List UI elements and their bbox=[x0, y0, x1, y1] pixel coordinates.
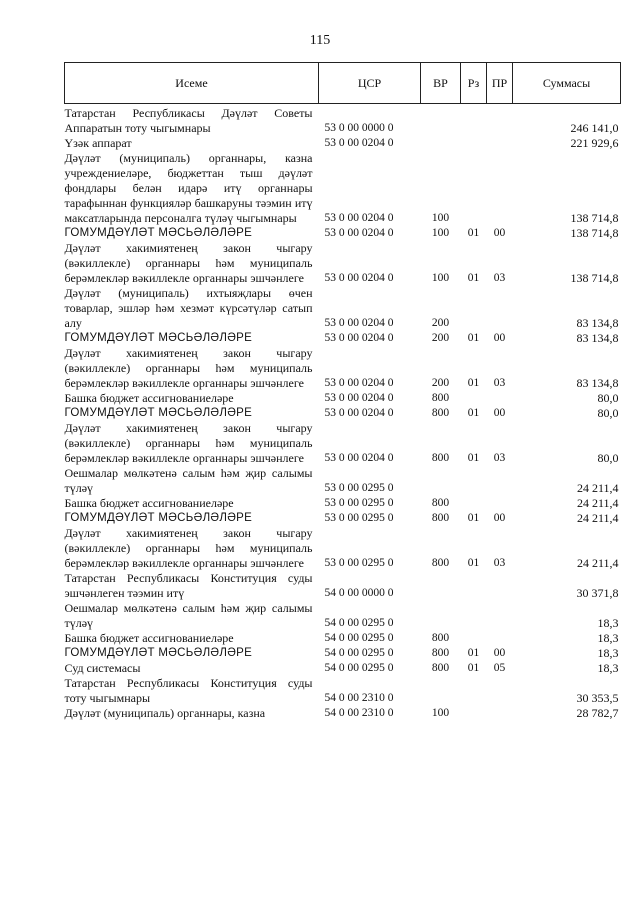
table-row bbox=[65, 286, 621, 331]
table-row bbox=[65, 526, 621, 571]
cell-pr bbox=[487, 136, 513, 151]
cell-pr: 00 bbox=[493, 512, 506, 524]
table-row bbox=[65, 571, 621, 601]
cell-sum: 30 353,5 bbox=[576, 691, 619, 705]
cell-rz bbox=[461, 104, 487, 137]
table-row bbox=[65, 631, 621, 646]
cell-name: Дәүләт хакимиятенең закон чыгару (вәкиллекле) органнары һәм муниципаль берәмлекләр вәкиллекле органнары эшчәнлеге bbox=[64, 526, 313, 570]
cell-name: Башка бюджет ассигнованиеләре bbox=[64, 631, 234, 645]
table-row bbox=[65, 466, 621, 496]
cell-vr bbox=[421, 136, 461, 151]
cell-pr: 00 bbox=[493, 407, 506, 419]
cell-csr: 53 0 00 0204 0 bbox=[324, 377, 394, 389]
cell-vr: 800 bbox=[431, 632, 450, 644]
cell-csr: 53 0 00 0204 0 bbox=[324, 407, 394, 419]
table-row bbox=[65, 511, 621, 526]
cell-name: Үзәк аппарат bbox=[64, 136, 132, 150]
cell-sum: 30 371,8 bbox=[576, 586, 619, 600]
cell-rz: 01 bbox=[467, 377, 480, 389]
header-name: Исеме bbox=[65, 63, 319, 104]
table-row bbox=[65, 496, 621, 511]
cell-rz: 01 bbox=[467, 407, 480, 419]
cell-sum: 138 714,8 bbox=[570, 211, 619, 225]
cell-csr: 54 0 00 0295 0 bbox=[324, 632, 394, 644]
cell-csr: 53 0 00 0295 0 bbox=[324, 557, 394, 569]
cell-name: Оешмалар мөлкәтенә салым һәм җир салымы түләү bbox=[64, 466, 313, 495]
cell-rz: 01 bbox=[467, 227, 480, 239]
cell-rz: 01 bbox=[467, 452, 480, 464]
cell-sum: 246 141,0 bbox=[570, 121, 619, 135]
cell-rz: 01 bbox=[467, 512, 480, 524]
cell-vr bbox=[421, 676, 461, 706]
cell-csr: 53 0 00 0204 0 bbox=[324, 392, 394, 404]
cell-rz: 01 bbox=[467, 647, 480, 659]
cell-csr: 53 0 00 0295 0 bbox=[324, 512, 394, 524]
cell-csr: 53 0 00 0204 0 bbox=[324, 272, 394, 284]
cell-name: Дәүләт хакимиятенең закон чыгару (вәкиллекле) органнары һәм муниципаль берәмлекләр вәкиллекле органнары эшчәнлеге bbox=[64, 241, 313, 285]
cell-csr: 54 0 00 0000 0 bbox=[324, 587, 394, 599]
cell-pr bbox=[487, 466, 513, 496]
cell-vr: 100 bbox=[431, 227, 450, 239]
cell-name: ГОМУМДӘҮЛӘТ МӘСЬӘЛӘЛӘРЕ bbox=[64, 512, 253, 524]
cell-rz bbox=[461, 151, 487, 226]
header-vr: ВР bbox=[421, 63, 461, 104]
cell-sum: 24 211,4 bbox=[576, 496, 619, 510]
cell-rz bbox=[461, 136, 487, 151]
table-row bbox=[65, 646, 621, 661]
table-row bbox=[65, 241, 621, 286]
cell-sum: 18,3 bbox=[597, 646, 619, 660]
cell-name: Дәүләт хакимиятенең закон чыгару (вәкиллекле) органнары һәм муниципаль берәмлекләр вәкиллекле органнары эшчәнлеге bbox=[64, 421, 313, 465]
cell-pr bbox=[487, 706, 513, 721]
cell-csr: 53 0 00 0204 0 bbox=[324, 137, 394, 149]
cell-rz: 01 bbox=[467, 332, 480, 344]
table-row bbox=[65, 104, 621, 137]
cell-name: Татарстан Республикасы Конституция суды эшчәнлеген тәэмин итү bbox=[64, 571, 313, 600]
cell-sum: 24 211,4 bbox=[576, 511, 619, 525]
header-sum: Суммасы bbox=[513, 63, 621, 104]
cell-sum: 18,3 bbox=[597, 616, 619, 630]
cell-vr: 800 bbox=[431, 392, 450, 404]
cell-name: Башка бюджет ассигнованиеләре bbox=[64, 391, 234, 405]
cell-rz bbox=[461, 676, 487, 706]
cell-name: ГОМУМДӘҮЛӘТ МӘСЬӘЛӘЛӘРЕ bbox=[64, 332, 253, 344]
cell-vr bbox=[421, 104, 461, 137]
table-row bbox=[65, 601, 621, 631]
cell-name: Оешмалар мөлкәтенә салым һәм җир салымы түләү bbox=[64, 601, 313, 630]
cell-vr: 800 bbox=[431, 557, 450, 569]
header-csr: ЦСР bbox=[319, 63, 421, 104]
cell-vr: 200 bbox=[431, 332, 450, 344]
cell-name: Дәүләт (муниципаль) органнары, казна учреждениеләре, бюджеттан тыш дәүләт фондлары белән идарә итү органнары тарафыннан функцияләр башкаруны тәэмин итү максатларында персоналга түләү чыгымнары bbox=[64, 151, 313, 225]
cell-rz bbox=[461, 286, 487, 331]
header-pr: ПР bbox=[487, 63, 513, 104]
table-body bbox=[65, 104, 621, 722]
cell-pr bbox=[487, 631, 513, 646]
cell-rz bbox=[461, 601, 487, 631]
cell-vr bbox=[421, 601, 461, 631]
table-row bbox=[65, 346, 621, 391]
cell-rz: 01 bbox=[467, 662, 480, 674]
cell-pr: 03 bbox=[493, 272, 506, 284]
cell-pr bbox=[487, 104, 513, 137]
cell-sum: 28 782,7 bbox=[576, 706, 619, 720]
cell-sum: 221 929,6 bbox=[570, 136, 619, 150]
page-number: 115 bbox=[309, 33, 331, 48]
cell-csr: 54 0 00 0295 0 bbox=[324, 647, 394, 659]
table-header bbox=[65, 63, 621, 104]
cell-csr: 53 0 00 0204 0 bbox=[324, 227, 394, 239]
cell-csr: 54 0 00 2310 0 bbox=[324, 692, 394, 704]
cell-vr bbox=[421, 466, 461, 496]
cell-sum: 80,0 bbox=[597, 451, 619, 465]
cell-csr: 53 0 00 0295 0 bbox=[324, 482, 394, 494]
cell-csr: 54 0 00 2310 0 bbox=[324, 707, 394, 719]
cell-rz bbox=[461, 391, 487, 406]
cell-name: Башка бюджет ассигнованиеләре bbox=[64, 496, 234, 510]
cell-sum: 83 134,8 bbox=[576, 376, 619, 390]
cell-csr: 53 0 00 0204 0 bbox=[324, 212, 394, 224]
cell-rz bbox=[461, 571, 487, 601]
cell-vr: 800 bbox=[431, 647, 450, 659]
cell-csr: 54 0 00 0295 0 bbox=[324, 617, 394, 629]
table-row bbox=[65, 661, 621, 676]
table-row bbox=[65, 706, 621, 721]
cell-vr: 800 bbox=[431, 407, 450, 419]
table-row bbox=[65, 406, 621, 421]
cell-csr: 53 0 00 0204 0 bbox=[324, 332, 394, 344]
cell-vr: 200 bbox=[431, 377, 450, 389]
cell-vr: 800 bbox=[431, 452, 450, 464]
table-row bbox=[65, 151, 621, 226]
cell-rz bbox=[461, 466, 487, 496]
cell-pr: 00 bbox=[493, 647, 506, 659]
cell-name: Дәүләт хакимиятенең закон чыгару (вәкиллекле) органнары һәм муниципаль берәмлекләр вәкиллекле органнары эшчәнлеге bbox=[64, 346, 313, 390]
cell-pr bbox=[487, 676, 513, 706]
cell-rz bbox=[461, 706, 487, 721]
cell-vr: 800 bbox=[431, 497, 450, 509]
cell-sum: 83 134,8 bbox=[576, 316, 619, 330]
cell-pr bbox=[487, 151, 513, 226]
cell-pr: 03 bbox=[493, 452, 506, 464]
header-rz: Рз bbox=[461, 63, 487, 104]
cell-name: Дәүләт (муниципаль) ихтыяҗлары өчен товарлар, эшләр һәм хезмәт күрсәтүләр сатып алу bbox=[64, 286, 313, 330]
cell-vr: 800 bbox=[431, 512, 450, 524]
cell-name: ГОМУМДӘҮЛӘТ МӘСЬӘЛӘЛӘРЕ bbox=[64, 227, 253, 239]
cell-csr: 53 0 00 0204 0 bbox=[324, 317, 394, 329]
cell-vr: 800 bbox=[431, 662, 450, 674]
cell-pr: 00 bbox=[493, 227, 506, 239]
cell-csr: 54 0 00 0295 0 bbox=[324, 662, 394, 674]
cell-sum: 80,0 bbox=[597, 406, 619, 420]
cell-sum: 24 211,4 bbox=[576, 481, 619, 495]
table-row bbox=[65, 676, 621, 706]
cell-pr: 03 bbox=[493, 377, 506, 389]
cell-sum: 138 714,8 bbox=[570, 226, 619, 240]
cell-pr bbox=[487, 391, 513, 406]
cell-name: ГОМУМДӘҮЛӘТ МӘСЬӘЛӘЛӘРЕ bbox=[64, 407, 253, 419]
cell-sum: 18,3 bbox=[597, 631, 619, 645]
cell-rz: 01 bbox=[467, 272, 480, 284]
cell-name: Татарстан Республикасы Дәүләт Советы Аппаратын тоту чыгымнары bbox=[64, 106, 313, 135]
cell-pr bbox=[487, 496, 513, 511]
table-row bbox=[65, 421, 621, 466]
cell-pr: 03 bbox=[493, 557, 506, 569]
cell-csr: 53 0 00 0295 0 bbox=[324, 497, 394, 509]
table-row bbox=[65, 331, 621, 346]
cell-pr: 00 bbox=[493, 332, 506, 344]
budget-table bbox=[64, 62, 621, 721]
cell-vr: 100 bbox=[431, 212, 450, 224]
cell-sum: 18,3 bbox=[597, 661, 619, 675]
cell-name: ГОМУМДӘҮЛӘТ МӘСЬӘЛӘЛӘРЕ bbox=[64, 647, 253, 659]
cell-sum: 83 134,8 bbox=[576, 331, 619, 345]
cell-sum: 80,0 bbox=[597, 391, 619, 405]
cell-csr: 53 0 00 0000 0 bbox=[324, 122, 394, 134]
cell-vr: 100 bbox=[431, 272, 450, 284]
cell-rz: 01 bbox=[467, 557, 480, 569]
cell-vr bbox=[421, 571, 461, 601]
cell-rz bbox=[461, 631, 487, 646]
cell-name: Суд системасы bbox=[64, 661, 141, 675]
table-row bbox=[65, 391, 621, 406]
cell-pr bbox=[487, 286, 513, 331]
cell-sum: 24 211,4 bbox=[576, 556, 619, 570]
table-row bbox=[65, 136, 621, 151]
cell-sum: 138 714,8 bbox=[570, 271, 619, 285]
cell-name: Дәүләт (муниципаль) органнары, казна bbox=[64, 706, 266, 720]
cell-vr: 100 bbox=[431, 707, 450, 719]
cell-pr bbox=[487, 571, 513, 601]
cell-pr bbox=[487, 601, 513, 631]
cell-rz bbox=[461, 496, 487, 511]
cell-csr: 53 0 00 0204 0 bbox=[324, 452, 394, 464]
cell-name: Татарстан Республикасы Конституция суды тоту чыгымнары bbox=[64, 676, 313, 705]
cell-pr: 05 bbox=[493, 662, 506, 674]
cell-vr: 200 bbox=[431, 317, 450, 329]
table-row bbox=[65, 226, 621, 241]
